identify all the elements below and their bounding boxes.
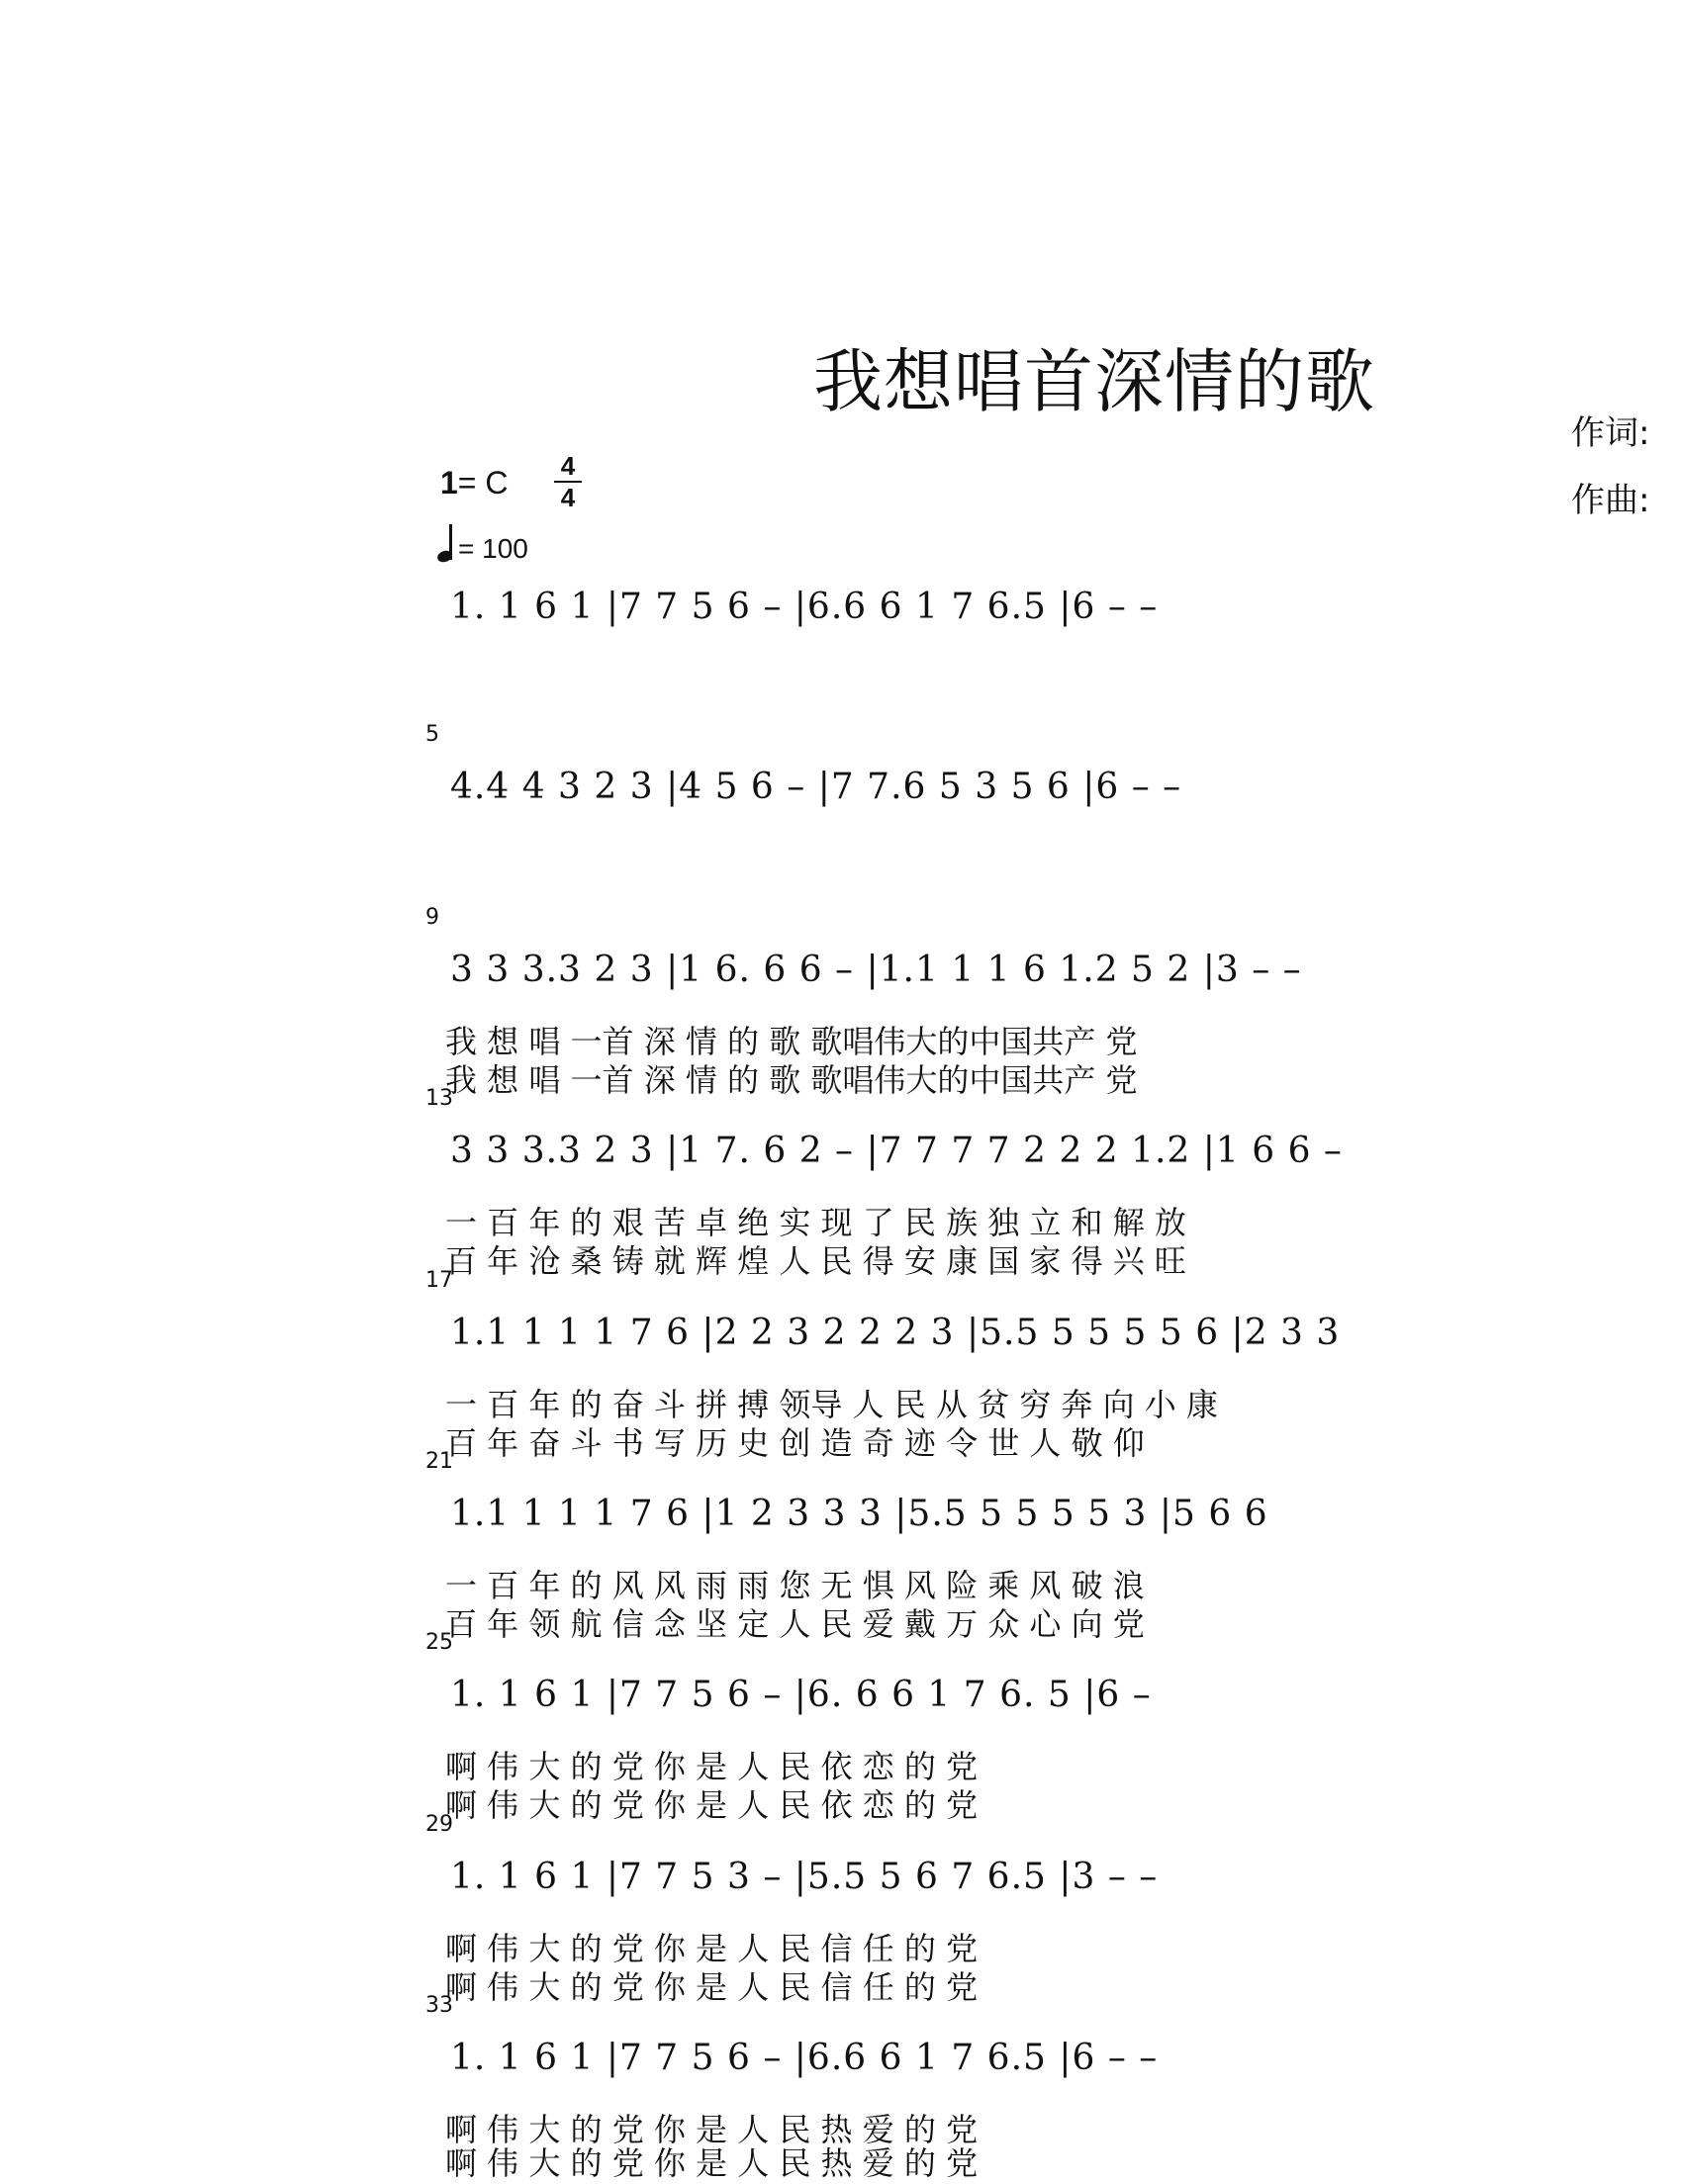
key-signature [440, 465, 508, 501]
lyric-verse-2: 百 年 奋 斗 书 写 历 史 创 造 奇 迹 令 世 人 敬 仰 [445, 1424, 1145, 1462]
time-signature-bottom: 4 [560, 483, 576, 512]
measure-number: 5 [425, 722, 439, 747]
song-title: 我想唱首深情的歌 [813, 341, 1375, 422]
lyricist-label: 作词: [1571, 413, 1650, 453]
measure-number: 21 [425, 1449, 453, 1474]
tempo-value: = 100 [458, 533, 528, 564]
notes-line: 1. 1 6 1 |7 7 5 6 – |6.6 6 1 7 6.5 |6 – – [450, 2038, 1159, 2078]
key-label: = C [457, 465, 509, 500]
lyric-verse-2: 啊 伟 大 的 党 你 是 人 民 依 恋 的 党 [445, 1786, 979, 1824]
lyric-verse-2: 啊 伟 大 的 党 你 是 人 民 信 任 的 党 [445, 1968, 979, 2006]
notes-line: 3 3 3.3 2 3 |1 6. 6 6 – |1.1 1 1 6 1.2 5 2 |3 – – [450, 950, 1302, 990]
measure-number: 13 [425, 1086, 453, 1111]
notes-line: 3 3 3.3 2 3 |1 7. 6 2 – |7 7 7 7 2 2 2 1.2 |1 6 6 – [450, 1131, 1343, 1171]
tempo-marking [437, 524, 528, 565]
lyric-verse-1: 一 百 年 的 风 风 雨 雨 您 无 惧 风 险 乘 风 破 浪 [445, 1567, 1145, 1604]
time-signature-top: 4 [560, 451, 576, 481]
notes-line: 1.1 1 1 1 7 6 |2 2 3 2 2 2 3 |5.5 5 5 5 5 6 |2 3 3 [450, 1313, 1341, 1353]
lyric-verse-2: 啊 伟 大 的 党 你 是 人 民 热 爱 的 党 [445, 2144, 979, 2182]
notes-line: 1.1 1 1 1 7 6 |1 2 3 3 3 |5.5 5 5 5 5 3 |5 6 6 [450, 1494, 1268, 1534]
notes-line: 1. 1 6 1 |7 7 5 6 – |6. 6 6 1 7 6. 5 |6 – [450, 1675, 1152, 1715]
notes-line: 4.4 4 3 2 3 |4 5 6 – |7 7.6 5 3 5 6 |6 – – [450, 767, 1182, 807]
lyric-verse-2: 百 年 沧 桑 铸 就 辉 煌 人 民 得 安 康 国 家 得 兴 旺 [445, 1242, 1186, 1280]
lyric-verse-1: 啊 伟 大 的 党 你 是 人 民 热 爱 的 党 [445, 2111, 979, 2148]
lyric-verse-2: 百 年 领 航 信 念 坚 定 人 民 爱 戴 万 众 心 向 党 [445, 1605, 1145, 1643]
lyric-verse-1: 啊 伟 大 的 党 你 是 人 民 信 任 的 党 [445, 1930, 979, 1967]
measure-number: 9 [425, 905, 439, 930]
measure-number: 29 [425, 1812, 453, 1837]
measure-number: 25 [425, 1630, 453, 1655]
measure-number: 33 [425, 1993, 453, 2018]
key-tonic: 1 [440, 465, 458, 500]
lyric-verse-1: 啊 伟 大 的 党 你 是 人 民 依 恋 的 党 [445, 1748, 979, 1785]
lyric-verse-1: 我 想 唱 一首 深 情 的 歌 歌唱伟大的中国共产 党 [445, 1023, 1138, 1060]
measure-number: 17 [425, 1268, 453, 1293]
lyric-verse-2: 我 想 唱 一首 深 情 的 歌 歌唱伟大的中国共产 党 [445, 1061, 1138, 1099]
composer-label: 作曲: [1571, 481, 1650, 520]
time-signature [554, 453, 582, 510]
lyric-verse-1: 一 百 年 的 艰 苦 卓 绝 实 现 了 民 族 独 立 和 解 放 [445, 1204, 1186, 1241]
lyric-verse-1: 一 百 年 的 奋 斗 拼 搏 领导 人 民 从 贫 穷 奔 向 小 康 [445, 1386, 1218, 1423]
notes-line: 1. 1 6 1 |7 7 5 6 – |6.6 6 1 7 6.5 |6 – – [450, 587, 1159, 627]
notes-line: 1. 1 6 1 |7 7 5 3 – |5.5 5 6 7 6.5 |3 – – [450, 1857, 1159, 1897]
